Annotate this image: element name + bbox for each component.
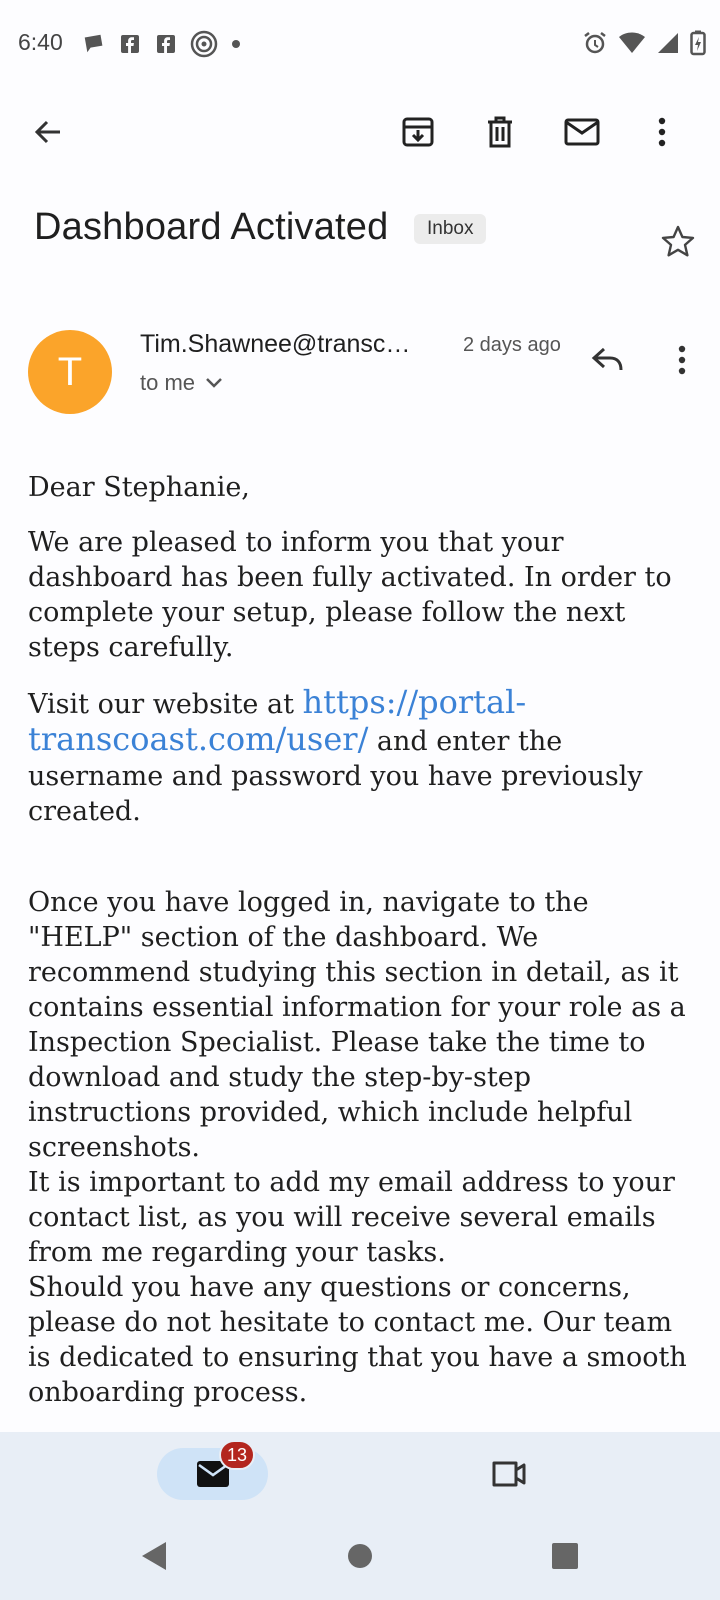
email-body [28, 470, 696, 1410]
archive-icon [401, 115, 435, 149]
video-camera-icon [489, 1459, 527, 1489]
facebook-icon [154, 32, 178, 56]
status-time: 6:40 [18, 29, 63, 55]
wifi-icon [618, 30, 646, 56]
unread-count-badge: 13 [219, 1440, 255, 1470]
system-home-button[interactable] [336, 1532, 384, 1580]
inbox-label-chip[interactable]: Inbox [414, 214, 486, 244]
recipient-details-toggle[interactable] [140, 370, 223, 396]
system-status-icons [582, 30, 706, 56]
system-recents-button[interactable] [541, 1532, 589, 1580]
reply-button[interactable] [584, 336, 632, 384]
link-outro-text: and enter the username and password you have previously created. [28, 726, 643, 827]
square-recents-icon [551, 1542, 579, 1570]
body-paragraph-link [28, 685, 696, 829]
facebook-icon [118, 32, 142, 56]
greeting: Dear Stephanie, [28, 472, 250, 503]
star-button[interactable] [654, 218, 702, 266]
chevron-down-icon [205, 377, 223, 389]
sent-time: 2 days ago [463, 334, 561, 356]
back-button[interactable] [24, 108, 72, 156]
avatar[interactable]: T [28, 330, 112, 414]
recipient-label: to me [140, 370, 196, 395]
body-paragraph: It is important to add my email address to your contact list, as you will receive several emails from me regarding your tasks. [28, 1167, 675, 1268]
more-vert-icon [677, 345, 687, 375]
sender-row [0, 320, 720, 416]
subject-row [0, 190, 720, 270]
status-bar [0, 0, 720, 88]
body-paragraph: Once you have logged in, navigate to the "HELP" section of the dashboard. We recommend studying this section in detail, as it contains essential information for your role as a Inspection Specialist. Please take the time to download and study the step-by-step instructions provided, which include helpful screenshots. [28, 887, 686, 1163]
body-paragraph: Should you have any questions or concerns, please do not hesitate to contact me. Our team is dedicated to ensuring that you have a smooth onboarding process. [28, 1272, 687, 1408]
alarm-icon [582, 30, 608, 56]
mark-unread-button[interactable] [558, 108, 606, 156]
delete-icon [484, 115, 516, 149]
message-more-button[interactable] [658, 336, 706, 384]
back-arrow-icon [32, 116, 64, 148]
link-intro-text: Visit our website at [28, 689, 303, 720]
notification-icons [82, 30, 242, 58]
signal-icon [656, 31, 680, 55]
email-toolbar [0, 96, 720, 168]
body-paragraph: We are pleased to inform you that your dashboard has been fully activated. In order to complete your setup, please follow the next steps carefully. [28, 527, 672, 663]
reply-icon [591, 345, 625, 375]
more-options-button[interactable] [638, 108, 686, 156]
email-subject: Dashboard Activated [34, 206, 389, 248]
sender-name[interactable]: Tim.Shawnee@transc… [140, 330, 411, 358]
portal-link[interactable]: https://portal-transcoast.com/user/ [28, 683, 527, 758]
archive-button[interactable] [394, 108, 442, 156]
battery-icon [690, 30, 706, 56]
nav-meet-tab[interactable] [484, 1450, 532, 1498]
system-back-button[interactable] [130, 1532, 178, 1580]
fingerprint-app-icon [190, 30, 218, 58]
chat-bubble-icon [82, 32, 106, 56]
star-icon [660, 224, 696, 260]
triangle-back-icon [140, 1540, 168, 1572]
system-navigation-bar [0, 1522, 720, 1600]
dot-icon [230, 38, 242, 50]
circle-home-icon [346, 1542, 374, 1570]
delete-button[interactable] [476, 108, 524, 156]
more-vert-icon [657, 117, 667, 147]
mark-unread-icon [564, 117, 600, 147]
